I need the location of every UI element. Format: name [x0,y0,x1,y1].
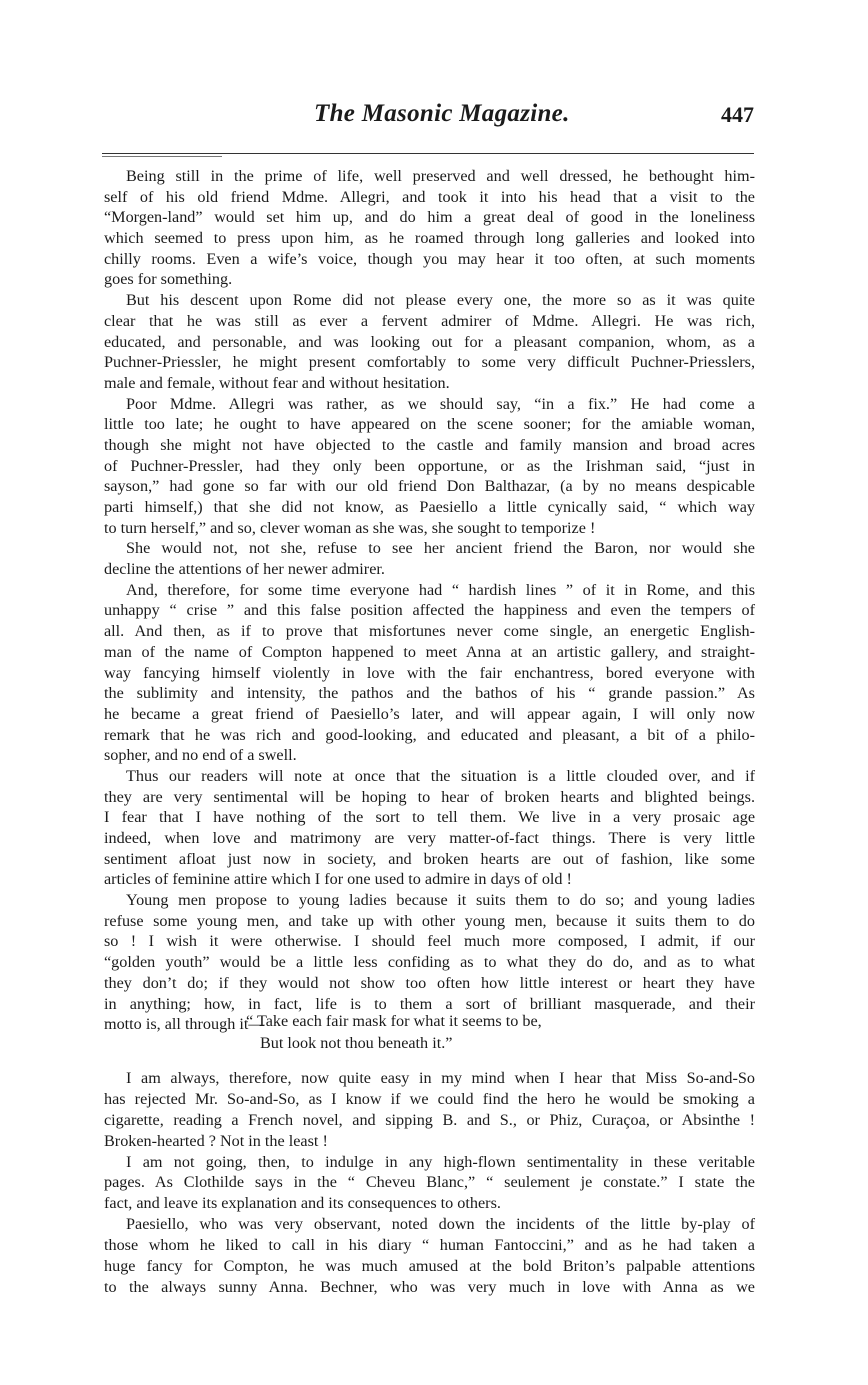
text-line: all. And then, as if to prove that misfortunes never come single, an energetic English- [104,622,755,641]
text-line: to the always sunny Anna. Bechner, who was very much in love with Anna as we [104,1277,755,1296]
verse-quotation [246,1010,666,1054]
page-number: 447 [721,102,754,127]
article-body-continued [104,1068,755,1298]
magazine-title: The Masonic Magazine. [314,100,570,127]
text-line: to turn herself,” and so, clever woman as she was, she sought to temporize ! [104,518,596,537]
text-line: has rejected Mr. So-and-So, as I know if we could find the hero he would be smoking a [104,1089,755,1108]
text-line: And, therefore, for some time everyone had “ hardish lines ” of it in Rome, and this [126,580,755,599]
article-body [104,166,755,1035]
text-line: I fear that I have nothing of the sort to tell them. We live in a very prosaic age [104,808,755,827]
verse-line: “ Take each fair mask for what it seems to be, [246,1012,542,1030]
text-line: male and female, without fear and without hesitation. [104,373,450,392]
text-line: motto is, all through it— [104,1015,265,1034]
text-line: sopher, and no end of a swell. [104,746,297,765]
text-line: which seemed to press upon him, as he roamed through long galleries and looked into [104,229,755,248]
text-line: She would not, not she, refuse to see her ancient friend the Baron, nor would she [126,539,755,558]
text-line: fact, and leave its explanation and its consequences to others. [104,1194,501,1213]
text-line: cigarette, reading a French novel, and sipping B. and S., or Phiz, Curaçoa, or Absinthe ! [104,1110,755,1129]
text-line: Thus our readers will note at once that the situation is a little clouded over, and if [126,766,755,785]
text-line: decline the attentions of her newer admirer. [104,560,385,579]
text-line: Puchner-Priessler, he might present comfortably to some very difficult Puchner-Priesslers, [104,353,755,372]
text-line: of Puchner-Pressler, had they only been opportune, or as the Irishman said, “just in [104,456,755,475]
text-line: they don’t do; if they would not show too often how little interest or heart they have [104,973,755,992]
text-line: parti himself,) that she did not know, as Paesiello a little cynically said, “ which way [104,498,755,516]
header-rule [102,153,754,154]
text-line: educated, and personable, and was looking out for a pleasant companion, whom, as a [104,332,755,351]
text-line: huge fancy for Compton, he was much amused at the bold Briton’s palpable attentions [104,1257,755,1276]
text-line: pages. As Clothilde says in the “ Cheveu Blanc,” “ seulement je constate.” I state the [104,1173,755,1192]
text-line: “Morgen-land” would set him up, and do him a great deal of good in the loneliness [104,208,755,227]
text-line: clear that he was still as ever a fervent admirer of Mdme. Allegri. He was rich, [104,311,755,330]
text-line: “golden youth” would be a little less confiding as to what they do do, and as to what [104,953,755,972]
text-line: he became a great friend of Paesiello’s later, and will appear again, I will only now [104,704,755,723]
text-line: I am not going, then, to indulge in any high-flown sentimentality in these veritable [126,1152,755,1171]
text-line: so ! I wish it were otherwise. I should feel much more composed, I admit, if our [104,932,755,951]
text-line: articles of feminine attire which I for one used to admire in days of old ! [104,870,572,889]
text-line: sayson,” had gone so far with our old friend Don Balthazar, (a by no means despicable [104,477,755,496]
text-line: in anything; how, in fact, life is to them a sort of brilliant masquerade, and their [104,994,755,1013]
text-line: I am always, therefore, now quite easy in my mind when I hear that Miss So-and-So [126,1069,755,1087]
text-line: refuse some young men, and take up with other young men, because it suits them to do [104,911,755,930]
text-line: way fancying himself violently in love with the fair enchantress, bored everyone with [104,663,755,682]
text-line: But his descent upon Rome did not please every one, the more so as it was quite [126,291,755,310]
text-line: sentiment afloat just now in society, and broken hearts are out of fashion, like some [104,849,755,868]
text-line: little too late; he ought to have appeared on the scene sooner; for the amiable woman, [104,415,755,434]
running-head [100,100,760,140]
text-line: the sublimity and intensity, the pathos and the bathos of his “ grande passion.” As [104,684,755,703]
text-line: goes for something. [104,270,233,289]
text-line: they are very sentimental will be hoping to hear of broken hearts and blighted beings. [104,787,755,806]
text-line: Broken-hearted ? Not in the least ! [104,1131,328,1150]
text-line: Young men propose to young ladies because it suits them to do so; and young ladies [126,891,755,910]
text-line: Poor Mdme. Allegri was rather, as we should say, “in a fix.” He had come a [126,394,755,413]
text-line: self of his old friend Mdme. Allegri, and took it into his head that a visit to the [104,187,755,206]
header-rule-accent [102,156,222,157]
text-line: unhappy “ crise ” and this false position affected the happiness and even the tempers of [104,601,755,620]
text-line: though she might not have objected to the castle and family mansion and broad acres [104,435,755,454]
text-line: man of the name of Compton happened to meet Anna at an artistic gallery, and straight- [104,642,755,661]
text-line: remark that he was rich and good-looking, and educated and pleasant, a bit of a philo- [104,725,755,744]
text-line: those whom he liked to call in his diary “ human Fantoccini,” and as he had taken a [104,1236,755,1255]
text-line: Paesiello, who was very observant, noted down the incidents of the little by-play of [126,1215,755,1234]
verse-line: But look not thou beneath it.” [260,1034,453,1052]
text-line: Being still in the prime of life, well preserved and well dressed, he bethought him- [126,167,755,185]
text-line: chilly rooms. Even a wife’s voice, though you may hear it too often, at such moments [104,249,755,268]
text-line: indeed, when love and matrimony are very matter-of-fact things. There is very little [104,829,755,847]
